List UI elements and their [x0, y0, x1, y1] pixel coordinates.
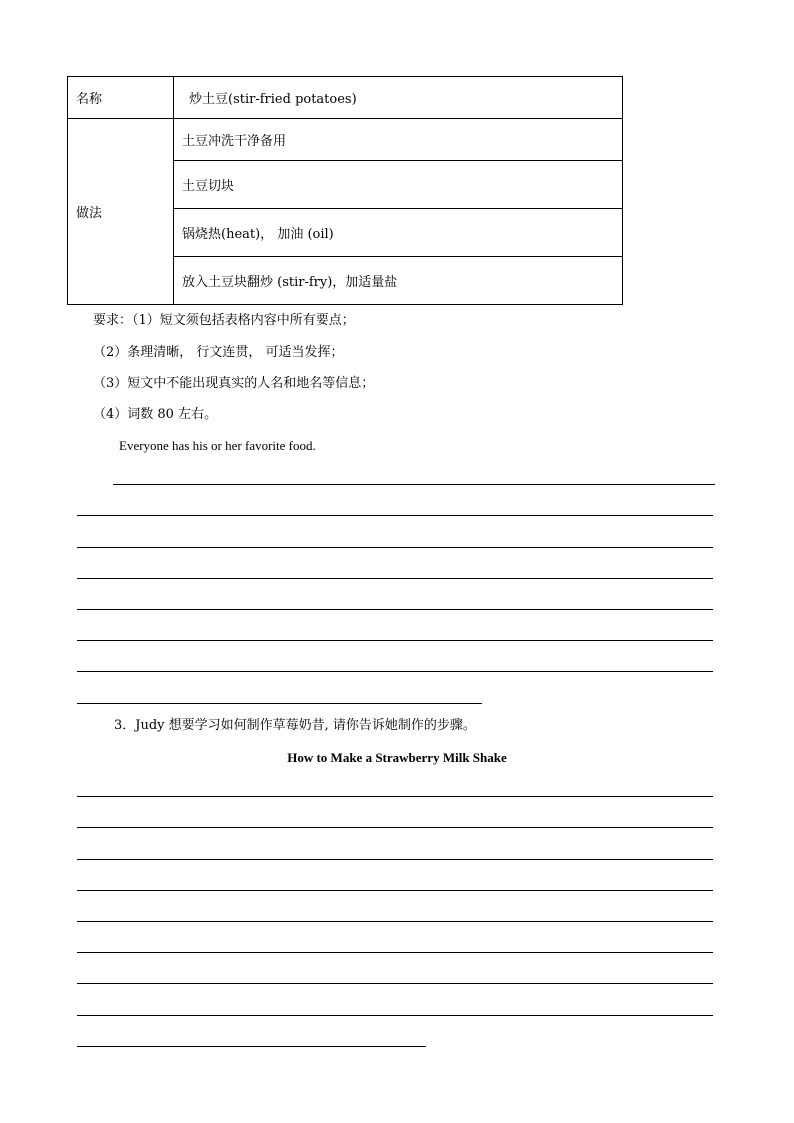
writing-line [77, 547, 713, 548]
step-1: 土豆冲洗干净备用 [174, 119, 623, 161]
step-4: 放入土豆块翻炒 (stir-fry)，加适量盐 [174, 257, 623, 305]
writing-line [77, 515, 713, 516]
writing-line [77, 796, 713, 797]
writing-line [77, 703, 482, 704]
writing-line [77, 890, 713, 891]
essay-title: How to Make a Strawberry Milk Shake [287, 750, 507, 765]
step-3: 锅烧热(heat)， 加油 (oil) [174, 209, 623, 257]
method-label: 做法 [68, 119, 174, 305]
writing-line [113, 484, 715, 485]
writing-line [77, 640, 713, 641]
writing-line [77, 671, 713, 672]
requirement-2: （2）条理清晰， 行文连贯， 可适当发挥； [93, 345, 344, 360]
writing-line [77, 921, 713, 922]
name-value: 炒土豆(stir-fried potatoes) [174, 77, 623, 119]
essay-opening: Everyone has his or her favorite food. [119, 438, 316, 453]
writing-line [77, 1046, 426, 1047]
requirement-1: 要求：（1）短文须包括表格内容中所有要点； [93, 313, 355, 328]
requirement-4: （4）词数 80 左右。 [93, 407, 218, 422]
recipe-table [67, 76, 623, 305]
writing-line [77, 859, 713, 860]
step-2: 土豆切块 [174, 161, 623, 209]
requirement-3: （3）短文中不能出现真实的人名和地名等信息； [93, 376, 375, 391]
writing-line [77, 609, 713, 610]
writing-line [77, 827, 713, 828]
writing-line [77, 578, 713, 579]
name-label: 名称 [68, 77, 174, 119]
writing-line [77, 1015, 713, 1016]
writing-line [77, 952, 713, 953]
writing-line [77, 983, 713, 984]
question-3-prompt: 3．Judy 想要学习如何制作草莓奶昔, 请你告诉她制作的步骤。 [114, 718, 476, 733]
